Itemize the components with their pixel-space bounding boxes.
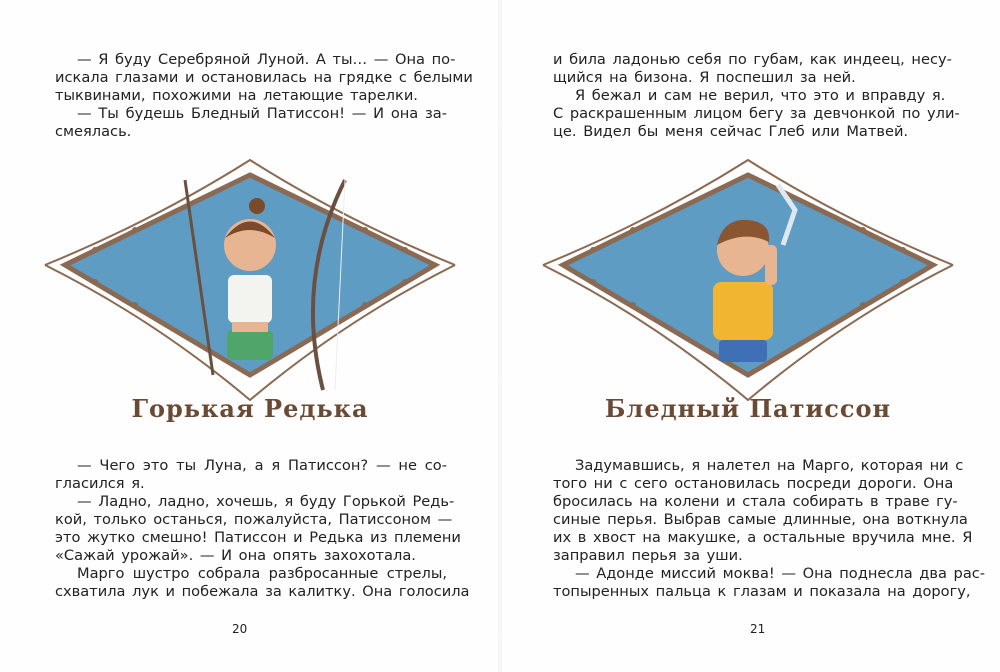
text-line: бросилась на колени и стала собирать в траве гу- bbox=[553, 493, 958, 510]
text-line: — Адонде миссий моква! — Она поднесла два рас- bbox=[575, 565, 986, 582]
left-top-text bbox=[55, 51, 473, 141]
text-line: топыренных пальца к глазам и показала на дорогу, bbox=[553, 583, 971, 600]
left-bottom-text bbox=[55, 457, 470, 601]
page-number-left: 20 bbox=[232, 622, 248, 636]
illustration-bledny-patisson bbox=[533, 150, 963, 450]
text-line: того ни с сего остановилась посреди дороги. Она bbox=[553, 475, 954, 492]
right-bottom-text bbox=[553, 457, 986, 601]
right-top-text bbox=[553, 51, 960, 141]
text-line: заправил перья за уши. bbox=[553, 547, 743, 564]
text-line: их в хвост на макушке, а остальные вручила мне. Я bbox=[553, 529, 973, 546]
text-line: кой, только останься, пожалуйста, Патиссоном — bbox=[55, 511, 453, 528]
text-line: Марго шустро собрала разбросанные стрелы, bbox=[77, 565, 447, 582]
text-line: синые перья. Выбрав самые длинные, она воткнула bbox=[553, 511, 968, 528]
text-line: — Ты будешь Бледный Патиссон! — И она за- bbox=[77, 105, 447, 122]
page-number-right: 21 bbox=[750, 622, 766, 636]
text-line: схватила лук и побежала за калитку. Она голосила bbox=[55, 583, 470, 600]
text-line: — Чего это ты Луна, а я Патиссон? — не со- bbox=[77, 457, 447, 474]
illustration-caption: Горькая Редька bbox=[131, 394, 369, 423]
text-line: «Сажай урожай». — И она опять захохотала. bbox=[55, 547, 416, 564]
text-line: С раскрашенным лицом бегу за девчонкой по ули- bbox=[553, 105, 960, 122]
text-line: Задумавшись, я налетел на Марго, которая ни с bbox=[575, 457, 964, 474]
text-line: гласился я. bbox=[55, 475, 145, 492]
text-line: и била ладонью себя по губам, как индеец, несу- bbox=[553, 51, 952, 68]
book-gutter bbox=[498, 0, 502, 672]
illustration-gorkaya-redka bbox=[35, 150, 465, 450]
text-line: — Ладно, ладно, хочешь, я буду Горькой Редь- bbox=[77, 493, 455, 510]
text-line: искала глазами и остановилась на грядке с белыми bbox=[55, 69, 473, 86]
text-line: щийся на бизона. Я поспешил за ней. bbox=[553, 69, 856, 86]
text-line: це. Видел бы меня сейчас Глеб или Матвей. bbox=[553, 123, 909, 140]
text-line: смеялась. bbox=[55, 123, 132, 140]
text-line: — Я буду Серебряной Луной. А ты… — Она по- bbox=[77, 51, 456, 68]
text-line: тыквинами, похожими на летающие тарелки. bbox=[55, 87, 418, 104]
text-line: это жутко смешно! Патиссон и Редька из племени bbox=[55, 529, 461, 546]
illustration-caption: Бледный Патиссон bbox=[604, 394, 892, 423]
text-line: Я бежал и сам не верил, что это и вправду я. bbox=[575, 87, 946, 104]
